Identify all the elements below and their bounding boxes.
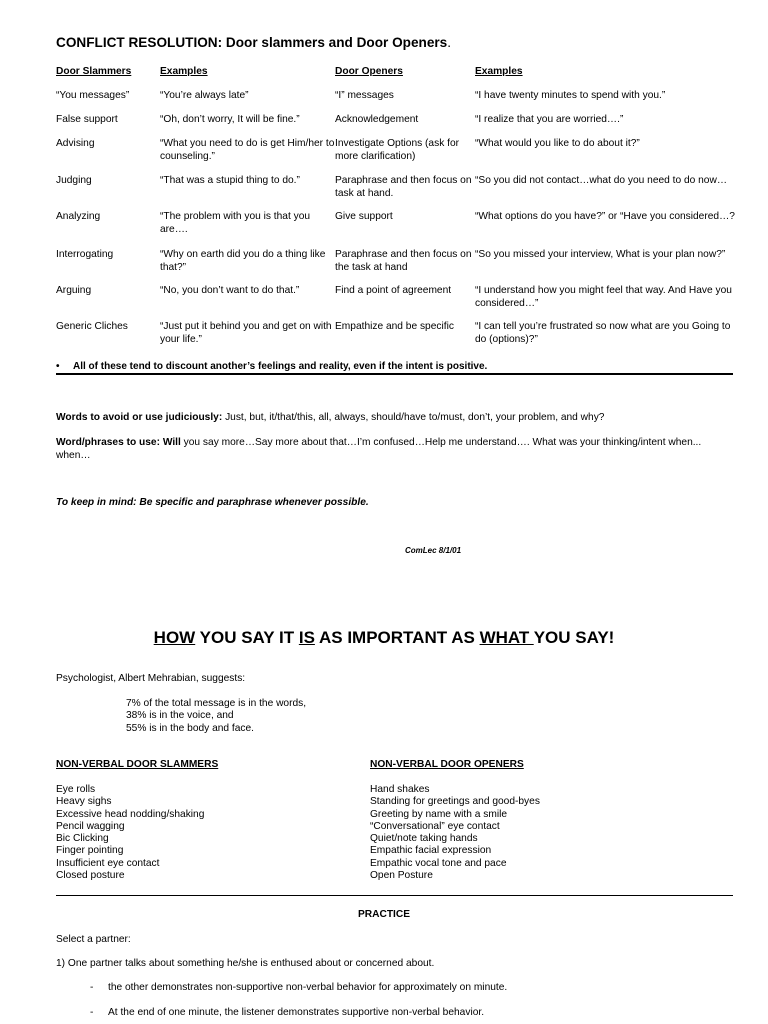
stats-list <box>126 698 306 735</box>
table-cell: “I can tell you’re frustrated so now what are you Going to do (options)?” <box>475 321 731 345</box>
table-cell: “You’re always late” <box>160 90 249 101</box>
table-cell: Arguing <box>56 285 92 296</box>
nonverbal-slammers-list <box>56 784 204 882</box>
table-row <box>56 175 735 211</box>
list-item: Finger pointing <box>56 845 124 857</box>
table-cell: “No, you don’t want to do that.” <box>160 285 300 296</box>
bullet-icon: • <box>56 361 60 372</box>
practice-heading: PRACTICE <box>357 909 411 920</box>
column-header: Door Slammers <box>56 66 132 77</box>
comlec-note: ComLec 8/1/01 <box>405 546 462 555</box>
table-cell: Paraphrase and then focus on the task at hand <box>335 249 472 273</box>
table-cell: “What options do you have?” or “Have you considered…? <box>475 211 735 222</box>
words-to-use: Word/phrases to use: Will you say more…Say more about that…I’m confused…Help me understand…. What was your thinking/intent when... when… <box>56 437 702 461</box>
list-item: Eye rolls <box>56 784 96 795</box>
table-row <box>56 114 735 138</box>
list-item: Closed posture <box>56 870 125 882</box>
column-header: Examples <box>475 66 523 77</box>
section-title: HOW YOU SAY IT IS AS IMPORTANT AS WHAT YOU SAY! <box>153 628 615 647</box>
list-item: Quiet/note taking hands <box>370 833 478 845</box>
list-item: Hand shakes <box>370 784 430 795</box>
list-item: Heavy sighs <box>56 796 112 808</box>
table-row <box>56 321 735 357</box>
select-partner: Select a partner: <box>56 934 131 945</box>
divider <box>56 895 733 896</box>
table-cell: “You messages” <box>56 90 130 101</box>
table-header-row <box>56 66 735 90</box>
keep-in-mind: To keep in mind: Be specific and paraphrase whenever possible. <box>56 497 369 508</box>
table-row <box>56 249 735 285</box>
words-to-avoid: Words to avoid or use judiciously: Just, but, it/that/this, all, always, should/have to/must, don’t, your problem, and why? <box>56 412 605 423</box>
list-item: 55% is in the body and face. <box>126 722 254 734</box>
table-cell: Find a point of agreement <box>335 285 452 296</box>
table-row <box>56 211 735 249</box>
table-row <box>56 138 735 175</box>
table-cell: “I have twenty minutes to spend with you.” <box>475 90 666 101</box>
nonverbal-openers-list <box>370 784 540 882</box>
list-item: Empathic facial expression <box>370 845 492 857</box>
list-item: Insufficient eye contact <box>56 857 160 869</box>
table-cell: Empathize and be specific <box>335 321 454 332</box>
table-cell: “What would you like to do about it?” <box>475 138 640 149</box>
door-table <box>56 66 735 357</box>
page-title: CONFLICT RESOLUTION: Door slammers and Door Openers. <box>56 35 452 50</box>
table-cell: “I understand how you might feel that way. And Have you considered…” <box>475 285 732 309</box>
table-cell: “Oh, don’t worry, It will be fine.” <box>160 114 300 125</box>
table-cell: Generic Cliches <box>56 321 128 332</box>
table-cell: “So you did not contact…what do you need to do now… <box>475 175 728 186</box>
practice-substep: - the other demonstrates non-supportive non-verbal behavior for approximately on minute. <box>90 982 508 993</box>
practice-step-1: 1) One partner talks about something he/she is enthused about or concerned about. <box>56 958 435 969</box>
list-item: Standing for greetings and good-byes <box>370 796 540 808</box>
table-cell: Analyzing <box>56 211 101 222</box>
list-item: “Conversational” eye contact <box>370 820 500 832</box>
divider <box>56 373 733 375</box>
list-item: Greeting by name with a smile <box>370 808 508 820</box>
list-item: Bic Clicking <box>56 833 109 845</box>
summary-bullet: • All of these tend to discount another’s feelings and reality, even if the intent is positive. <box>56 361 488 372</box>
table-cell: Give support <box>335 211 393 222</box>
table-cell: “I realize that you are worried….” <box>475 114 624 125</box>
table-cell: Acknowledgement <box>335 114 419 125</box>
table-cell: “So you missed your interview, What is your plan now?” <box>475 249 726 260</box>
column-header: Examples <box>160 66 208 77</box>
table-cell: Advising <box>56 138 95 149</box>
table-cell: Interrogating <box>56 249 114 260</box>
nonverbal-slammers-heading: NON-VERBAL DOOR SLAMMERS <box>56 759 219 770</box>
practice-substep: - At the end of one minute, the listener demonstrates supportive non-verbal behavior. <box>90 1007 485 1018</box>
table-cell: “What you need to do is get Him/her to counseling.” <box>160 138 335 162</box>
list-item: 38% is in the voice, and <box>126 710 234 722</box>
nonverbal-openers-heading: NON-VERBAL DOOR OPENERS <box>370 759 524 770</box>
table-row <box>56 90 735 114</box>
table-row <box>56 285 735 321</box>
table-cell: “The problem with you is that you are…. <box>160 211 311 235</box>
table-cell: “I” messages <box>335 90 394 101</box>
table-cell: “Just put it behind you and get on with your life.” <box>160 321 332 345</box>
table-cell: Judging <box>56 175 92 186</box>
table-cell: “Why on earth did you do a thing like that?” <box>160 249 326 273</box>
table-cell: False support <box>56 114 118 125</box>
table-cell: Investigate Options (ask for more clarification) <box>335 138 460 162</box>
list-item: Excessive head nodding/shaking <box>56 808 205 820</box>
table-cell: “That was a stupid thing to do.” <box>160 175 300 186</box>
table-cell: Paraphrase and then focus on task at hand. <box>335 175 472 199</box>
list-item: Open Posture <box>370 870 433 882</box>
list-item: Empathic vocal tone and pace <box>370 857 507 869</box>
psychologist-line: Psychologist, Albert Mehrabian, suggests: <box>56 673 246 684</box>
column-header: Door Openers <box>335 66 403 77</box>
list-item: 7% of the total message is in the words, <box>126 698 307 709</box>
list-item: Pencil wagging <box>56 820 125 832</box>
